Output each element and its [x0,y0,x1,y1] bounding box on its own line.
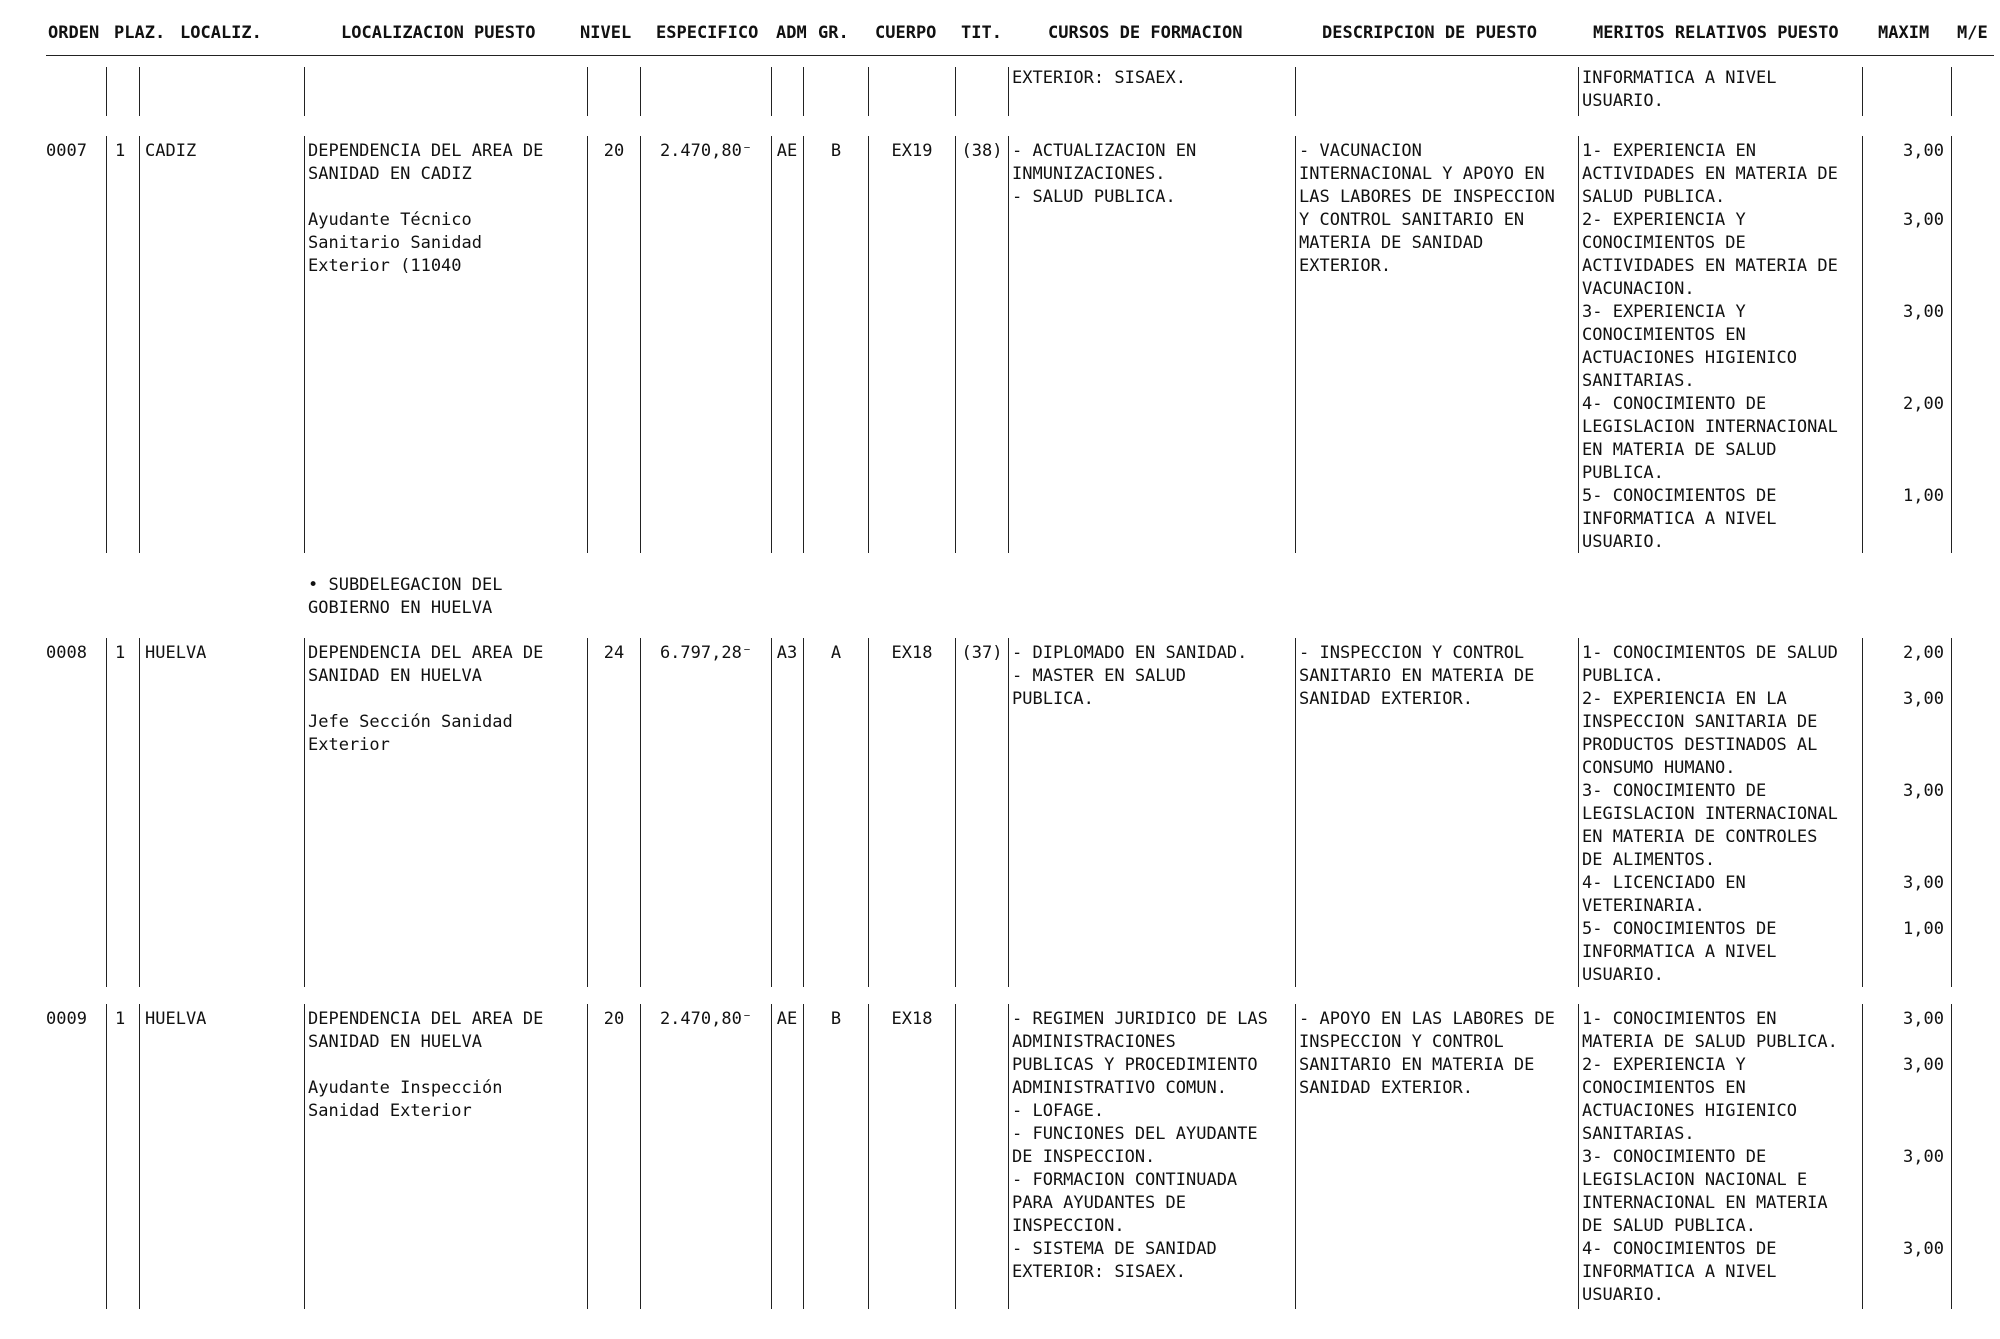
merito-item-line: VETERINARIA. [1582,896,1705,916]
merito-item [1582,393,1862,485]
localizacion-cell-line: SANIDAD EN HUELVA [308,666,482,686]
maxim-cell-line: 3,00 [1903,689,1944,709]
gr-cell-line: A [830,643,842,663]
merito-item [1582,209,1862,301]
column-divider [771,136,772,553]
cursos-cell-line: - SALUD PUBLICA. [1012,187,1176,207]
maxim-cell-line: 1,00 [1903,486,1944,506]
gr-cell [808,642,864,665]
merito-item-line: VACUNACION. [1582,279,1695,299]
header-rule [46,55,1994,56]
column-divider [955,136,956,553]
tit-cell [957,642,1007,665]
localizacion-cell-line: Exterior (11040 [308,256,462,276]
descripcion-cell-line: LAS LABORES DE INSPECCION [1299,187,1555,207]
column-divider [1951,638,1952,987]
maxim-cell [1866,140,1944,163]
adm-cell [773,140,801,163]
header-localizacion-puesto: LOCALIZACION PUESTO [341,23,536,43]
maxim-cell [1866,485,1944,508]
localizacion-cell [308,140,588,278]
header-maxim: MAXIM [1878,23,1930,43]
maxim-cell [1866,780,1944,803]
merito-item-line: 2- EXPERIENCIA EN LA [1582,689,1787,709]
descripcion-cell-line: - APOYO EN LAS LABORES DE [1299,1009,1555,1029]
merito-item [1582,1054,1862,1146]
cursos-cell-line: - FORMACION CONTINUADA [1012,1170,1238,1190]
column-divider [1862,1004,1863,1309]
cursos-cell-line: - MASTER EN SALUD [1012,666,1186,686]
merito-item-line: 2- EXPERIENCIA Y [1582,1055,1746,1075]
merito-item-line: LEGISLACION INTERNACIONAL [1582,417,1838,437]
column-divider [868,136,869,553]
column-divider [640,1004,641,1309]
cursos-cell-line: ADMINISTRATIVO COMUN. [1012,1078,1227,1098]
merito-item [1582,301,1862,393]
section-title [308,574,588,620]
orden-cell [46,140,104,163]
descripcion-cell-line: Y CONTROL SANITARIO EN [1299,210,1525,230]
section-title-line: GOBIERNO EN HUELVA [308,598,493,618]
maxim-cell [1866,1054,1944,1077]
localizacion-cell [308,1008,588,1123]
cuerpo-cell-line: EX18 [891,1009,933,1029]
merito-item [1582,688,1862,780]
cursos-cell-line: - REGIMEN JURIDICO DE LAS [1012,1009,1268,1029]
merito-item-line: PRODUCTOS DESTINADOS AL [1582,735,1818,755]
header-cursos: CURSOS DE FORMACION [1048,23,1243,43]
merito-item [1582,1146,1862,1238]
nivel-cell [590,1008,638,1031]
merito-item-line: PUBLICA. [1582,666,1664,686]
column-divider [803,136,804,553]
merito-item-line: SANITARIAS. [1582,1124,1695,1144]
cursos-cell-line: - ACTUALIZACION EN [1012,141,1197,161]
descripcion-cell-line: INSPECCION Y CONTROL [1299,1032,1504,1052]
nivel-cell [590,642,638,665]
descripcion-cell [1299,642,1577,711]
cursos-cell-line: - LOFAGE. [1012,1101,1105,1121]
maxim-cell-line: 3,00 [1903,141,1944,161]
localiz-cell [145,642,295,665]
cursos-cell [1012,67,1294,90]
maxim-cell [1866,1238,1944,1261]
column-divider [955,67,956,116]
nivel-cell [590,140,638,163]
column-divider [106,638,107,987]
localiz-cell [145,1008,295,1031]
merito-item-line: ACTUACIONES HIGIENICO [1582,1101,1797,1121]
meritos-cell-line: INFORMATICA A NIVEL [1582,68,1777,88]
maxim-cell-line: 3,00 [1903,302,1944,322]
column-divider [1295,1004,1296,1309]
maxim-cell [1866,642,1944,665]
merito-item-line: INFORMATICA A NIVEL [1582,509,1777,529]
gr-cell-line: B [830,141,842,161]
merito-item [1582,918,1862,987]
nivel-cell-line: 20 [603,1009,625,1029]
column-divider [1951,1004,1952,1309]
header-localiz: LOCALIZ. [180,23,262,43]
descripcion-cell-line: - INSPECCION Y CONTROL [1299,643,1525,663]
localizacion-cell-line: Jefe Sección Sanidad [308,712,513,732]
plaz-cell-line: 1 [115,1009,126,1029]
merito-item [1582,1238,1862,1307]
adm-cell-line: AE [776,141,798,161]
localizacion-cell-line: DEPENDENCIA DEL AREA DE [308,643,544,663]
maxim-cell-line: 3,00 [1903,781,1944,801]
merito-item-line: CONOCIMIENTOS EN [1582,1078,1746,1098]
merito-item-line: 5- CONOCIMIENTOS DE [1582,486,1777,506]
column-divider [640,638,641,987]
maxim-cell [1866,209,1944,232]
column-divider [139,67,140,116]
maxim-cell [1866,688,1944,711]
orden-cell-line: 0007 [46,141,87,161]
merito-item-line: 1- EXPERIENCIA EN [1582,141,1756,161]
column-divider [304,136,305,553]
adm-cell-line: A3 [776,643,798,663]
merito-item-line: INFORMATICA A NIVEL [1582,1262,1777,1282]
adm-cell [773,642,801,665]
localizacion-cell-line: Ayudante Inspección [308,1078,503,1098]
merito-item-line: SALUD PUBLICA. [1582,187,1726,207]
column-divider [771,1004,772,1309]
localizacion-cell-line [308,688,588,711]
column-divider [640,67,641,116]
especifico-cell-line: 2.470,80⁻ [659,141,753,161]
localizacion-cell-line: Exterior [308,735,390,755]
column-divider [106,1004,107,1309]
cursos-cell-line: - SISTEMA DE SANIDAD [1012,1239,1217,1259]
maxim-cell-line: 3,00 [1903,1147,1944,1167]
gr-cell-line: B [830,1009,842,1029]
merito-item-line: CONOCIMIENTOS DE [1582,233,1746,253]
maxim-cell-line: 3,00 [1903,1009,1944,1029]
orden-cell [46,1008,104,1031]
localizacion-cell-line [308,1054,588,1077]
column-divider [868,1004,869,1309]
header-meritos: MERITOS RELATIVOS PUESTO [1593,23,1839,43]
plaz-cell-line: 1 [115,643,126,663]
section-title-line: • SUBDELEGACION DEL [308,575,503,595]
especifico-cell [645,642,767,665]
descripcion-cell-line: SANIDAD EXTERIOR. [1299,1078,1473,1098]
cursos-cell-line: DE INSPECCION. [1012,1147,1156,1167]
orden-cell [46,642,104,665]
localizacion-cell [308,642,588,757]
localizacion-cell-line: Sanidad Exterior [308,1101,472,1121]
column-divider [1295,136,1296,553]
cursos-cell-line: PUBLICA. [1012,689,1094,709]
column-divider [106,67,107,116]
merito-item-line: MATERIA DE SALUD PUBLICA. [1582,1032,1838,1052]
adm-cell-line: AE [776,1009,798,1029]
localiz-cell-line: HUELVA [145,643,207,663]
merito-item-line: ACTIVIDADES EN MATERIA DE [1582,256,1838,276]
merito-item-line: ACTIVIDADES EN MATERIA DE [1582,164,1838,184]
cursos-cell-line: PUBLICAS Y PROCEDIMIENTO [1012,1055,1258,1075]
cursos-cell [1012,1008,1294,1284]
cuerpo-cell [872,1008,952,1031]
localizacion-cell-line: Ayudante Técnico [308,210,472,230]
orden-cell-line: 0008 [46,643,87,663]
column-divider [1295,67,1296,116]
column-divider [1578,638,1579,987]
tit-cell [957,140,1007,163]
merito-item-line: DE SALUD PUBLICA. [1582,1216,1756,1236]
merito-item-line: EN MATERIA DE SALUD [1582,440,1777,460]
column-divider [1008,638,1009,987]
column-divider [955,1004,956,1309]
header-descripcion: DESCRIPCION DE PUESTO [1322,23,1537,43]
maxim-cell [1866,918,1944,941]
header-nivel: NIVEL [580,23,632,43]
plaz-cell [115,642,135,665]
column-divider [1008,1004,1009,1309]
maxim-cell [1866,301,1944,324]
merito-item [1582,140,1862,209]
column-divider [1578,1004,1579,1309]
column-divider [803,638,804,987]
column-divider [1862,136,1863,553]
maxim-cell-line: 3,00 [1903,210,1944,230]
merito-item-line: SANITARIAS. [1582,371,1695,391]
cuerpo-cell [872,140,952,163]
column-divider [587,67,588,116]
localizacion-cell-line [308,186,588,209]
especifico-cell [645,140,767,163]
cuerpo-cell-line: EX18 [891,643,933,663]
merito-item [1582,780,1862,872]
plaz-cell [115,140,135,163]
merito-item-line: PUBLICA. [1582,463,1664,483]
cursos-cell-line: ADMINISTRACIONES [1012,1032,1176,1052]
column-divider [1295,638,1296,987]
merito-item-line: 3- CONOCIMIENTO DE [1582,781,1767,801]
merito-item [1582,485,1862,554]
meritos-cell [1582,67,1862,113]
especifico-cell [645,1008,767,1031]
merito-item-line: LEGISLACION INTERNACIONAL [1582,804,1838,824]
localizacion-cell-line: DEPENDENCIA DEL AREA DE [308,141,544,161]
merito-item-line: 3- CONOCIMIENTO DE [1582,1147,1767,1167]
column-divider [640,136,641,553]
cursos-cell-line: - FUNCIONES DEL AYUDANTE [1012,1124,1258,1144]
cuerpo-cell [872,642,952,665]
localizacion-cell-line: DEPENDENCIA DEL AREA DE [308,1009,544,1029]
meritos-cell-line: USUARIO. [1582,91,1664,111]
maxim-cell-line: 3,00 [1903,873,1944,893]
merito-item-line: DE ALIMENTOS. [1582,850,1716,870]
gr-cell [808,140,864,163]
column-divider [139,638,140,987]
column-divider [139,1004,140,1309]
header-adm: ADM [776,23,807,43]
maxim-cell [1866,1146,1944,1169]
localizacion-cell-line: Sanitario Sanidad [308,233,482,253]
merito-item-line: 1- CONOCIMIENTOS EN [1582,1009,1777,1029]
column-divider [1951,136,1952,553]
merito-item-line: INTERNACIONAL EN MATERIA [1582,1193,1828,1213]
header-orden: ORDEN [48,23,100,43]
column-divider [1862,638,1863,987]
localiz-cell [145,140,295,163]
maxim-cell-line: 1,00 [1903,919,1944,939]
merito-item-line: INFORMATICA A NIVEL [1582,942,1777,962]
maxim-cell [1866,393,1944,416]
cuerpo-cell-line: EX19 [891,141,933,161]
gr-cell [808,1008,864,1031]
column-divider [803,67,804,116]
header-gr: GR. [818,23,849,43]
header-cuerpo: CUERPO [875,23,937,43]
merito-item-line: 3- EXPERIENCIA Y [1582,302,1746,322]
merito-item-line: USUARIO. [1582,1285,1664,1305]
tit-cell-line: (37) [961,643,1003,663]
header-me: M/E [1957,23,1988,43]
merito-item [1582,872,1862,918]
nivel-cell-line: 20 [603,141,625,161]
column-divider [304,67,305,116]
cursos-cell-line: PARA AYUDANTES DE [1012,1193,1186,1213]
merito-item-line: USUARIO. [1582,532,1664,552]
merito-item-line: 5- CONOCIMIENTOS DE [1582,919,1777,939]
cursos-cell-line: EXTERIOR: SISAEX. [1012,1262,1186,1282]
header-plaz: PLAZ. [114,23,166,43]
descripcion-cell-line: SANITARIO EN MATERIA DE [1299,1055,1535,1075]
merito-item [1582,642,1862,688]
merito-item-line: 4- LICENCIADO EN [1582,873,1746,893]
localiz-cell-line: HUELVA [145,1009,207,1029]
column-divider [139,136,140,553]
column-divider [868,67,869,116]
header-especifico: ESPECIFICO [656,23,759,43]
maxim-cell-line: 3,00 [1903,1239,1944,1259]
maxim-cell-line: 2,00 [1903,394,1944,414]
localizacion-cell-line: SANIDAD EN HUELVA [308,1032,482,1052]
localizacion-cell-line: SANIDAD EN CADIZ [308,164,472,184]
especifico-cell-line: 6.797,28⁻ [659,643,753,663]
column-divider [1008,136,1009,553]
descripcion-cell-line: - VACUNACION [1299,141,1422,161]
merito-item-line: 1- CONOCIMIENTOS DE SALUD [1582,643,1838,663]
especifico-cell-line: 2.470,80⁻ [659,1009,753,1029]
orden-cell-line: 0009 [46,1009,87,1029]
cursos-cell [1012,642,1294,711]
descripcion-cell [1299,140,1577,278]
column-divider [803,1004,804,1309]
cursos-cell [1012,140,1294,209]
plaz-cell [115,1008,135,1031]
merito-item-line: EN MATERIA DE CONTROLES [1582,827,1818,847]
descripcion-cell [1299,1008,1577,1100]
adm-cell [773,1008,801,1031]
column-divider [1951,67,1952,116]
column-divider [106,136,107,553]
maxim-cell-line: 3,00 [1903,1055,1944,1075]
merito-item-line: 2- EXPERIENCIA Y [1582,210,1746,230]
column-divider [304,638,305,987]
merito-item-line: USUARIO. [1582,965,1664,985]
column-divider [771,67,772,116]
descripcion-cell-line: SANITARIO EN MATERIA DE [1299,666,1535,686]
nivel-cell-line: 24 [603,643,625,663]
column-divider [1578,67,1579,116]
column-divider [1862,67,1863,116]
cursos-cell-line: INSPECCION. [1012,1216,1125,1236]
merito-item-line: CONSUMO HUMANO. [1582,758,1736,778]
tit-cell-line: (38) [961,141,1003,161]
merito-item [1582,1008,1862,1054]
merito-item-line: 4- CONOCIMIENTOS DE [1582,1239,1777,1259]
column-divider [1008,67,1009,116]
localiz-cell-line: CADIZ [145,141,197,161]
cursos-cell-line: INMUNIZACIONES. [1012,164,1166,184]
merito-item-line: INSPECCION SANITARIA DE [1582,712,1818,732]
cursos-cell-line: EXTERIOR: SISAEX. [1012,68,1186,88]
cursos-cell-line: - DIPLOMADO EN SANIDAD. [1012,643,1248,663]
merito-item-line: CONOCIMIENTOS EN [1582,325,1746,345]
maxim-cell [1866,1008,1944,1031]
column-divider [304,1004,305,1309]
merito-item-line: 4- CONOCIMIENTO DE [1582,394,1767,414]
plaz-cell-line: 1 [115,141,126,161]
descripcion-cell-line: MATERIA DE SANIDAD [1299,233,1484,253]
merito-item-line: ACTUACIONES HIGIENICO [1582,348,1797,368]
merito-item-line: LEGISLACION NACIONAL E [1582,1170,1808,1190]
column-divider [868,638,869,987]
descripcion-cell-line: INTERNACIONAL Y APOYO EN [1299,164,1545,184]
descripcion-cell-line: EXTERIOR. [1299,256,1392,276]
column-divider [955,638,956,987]
maxim-cell [1866,872,1944,895]
header-tit: TIT. [961,23,1002,43]
maxim-cell-line: 2,00 [1903,643,1944,663]
descripcion-cell-line: SANIDAD EXTERIOR. [1299,689,1473,709]
column-divider [771,638,772,987]
column-divider [1578,136,1579,553]
